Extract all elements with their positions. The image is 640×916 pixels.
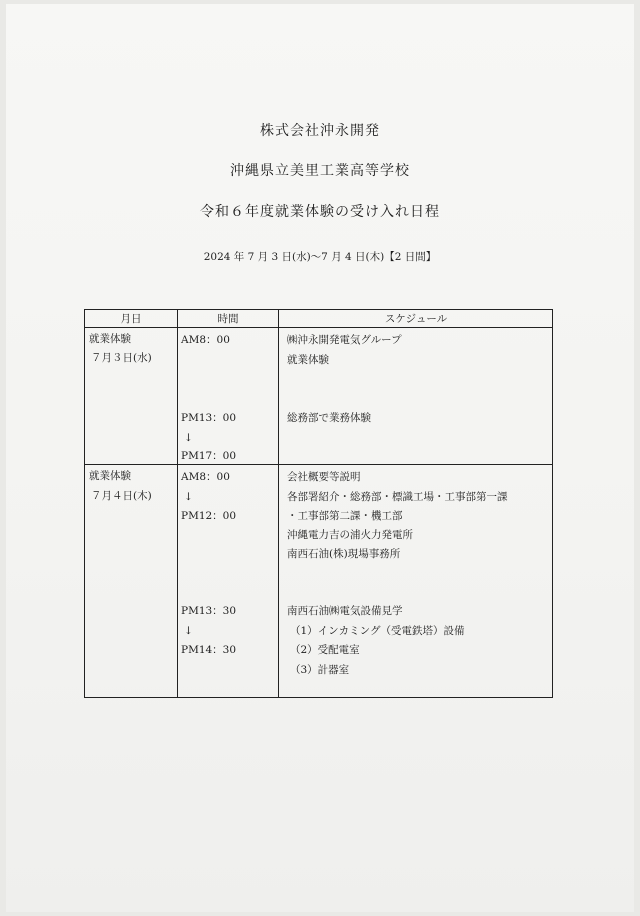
column-header-schedule: スケジュール	[384, 313, 448, 325]
row2-date-label: 就業体験	[89, 470, 131, 482]
row2-schedule-item: （2）受配電室	[290, 644, 360, 656]
row2-schedule-item: （1）インカミング（受電鉄塔）設備	[290, 625, 465, 637]
row1-schedule-item: ㈱沖永開発電気グループ	[287, 334, 402, 346]
row2-schedule-item: 沖縄電力吉の浦火力発電所	[287, 529, 413, 541]
column-header-time: 時間	[217, 313, 239, 325]
row2-time: PM14：30	[181, 644, 237, 656]
row2-schedule-item: 南西石油㈱電気設備見学	[287, 605, 403, 617]
row2-schedule-item: （3）計器室	[290, 664, 350, 676]
row2-time: PM12：00	[181, 510, 237, 522]
row2-schedule-item: 会社概要等説明	[287, 471, 361, 483]
row2-time: PM13：30	[181, 605, 237, 617]
column-header-date: 月日	[120, 313, 142, 325]
company-name: 株式会社沖永開発	[260, 123, 380, 139]
school-name: 沖縄県立美里工業高等学校	[230, 163, 410, 179]
row1-date-label: 就業体験	[89, 333, 131, 345]
row2-schedule-item: 南西石油(株)現場事務所	[287, 548, 401, 560]
column-divider	[177, 310, 178, 697]
row2-schedule-item: ・工事部第二課・機工部	[287, 510, 403, 522]
row1-time: PM13：00	[181, 412, 237, 424]
row1-schedule-item: 総務部で業務体験	[287, 412, 371, 424]
row2-schedule-item: 各部署紹介・総務部・標識工場・工事部第一課	[287, 491, 508, 503]
date-range: 2024 年 7 月 3 日(水)〜7 月 4 日(木)【2 日間】	[203, 251, 437, 263]
header-divider	[85, 327, 552, 328]
row1-time: AM8：00	[181, 334, 230, 346]
column-divider	[278, 310, 279, 697]
row2-time-arrow: ↓	[184, 491, 193, 503]
row1-time-arrow: ↓	[184, 432, 193, 444]
row1-time: PM17：00	[181, 450, 237, 462]
document-title: 令和６年度就業体験の受け入れ日程	[200, 204, 440, 220]
schedule-table	[84, 309, 553, 698]
row-divider	[85, 464, 552, 465]
row2-time-arrow: ↓	[184, 625, 193, 637]
row2-time: AM8：00	[181, 471, 230, 483]
row1-date: ７月３日(水)	[91, 352, 152, 364]
row2-date: ７月４日(木)	[91, 490, 152, 502]
row1-schedule-item: 就業体験	[287, 354, 329, 366]
